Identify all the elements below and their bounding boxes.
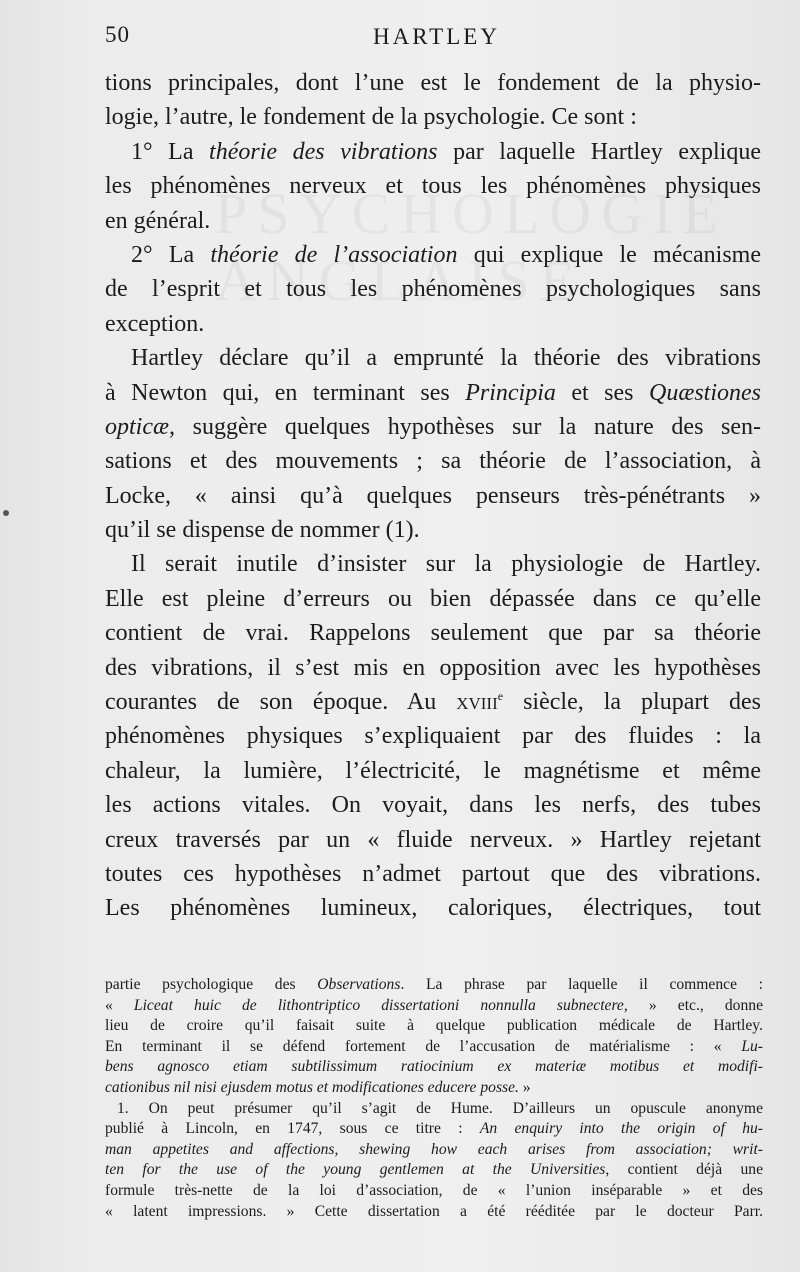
text-line: exception.: [105, 310, 205, 337]
text-line: à Newton qui, en terminant ses Principia et ses Quæstiones: [105, 379, 761, 406]
text-line: les phénomènes nerveux et tous les phénomènes physiques: [105, 173, 761, 200]
footnote-line: « Liceat huic de lithontriptico dissertationi nonnulla subnectere, » etc., donne: [105, 996, 763, 1014]
footnote-line: bens agnosco etiam subtilissimum ratiocinium ex materiæ motibus et modifi-: [105, 1058, 763, 1076]
text-line: tions principales, dont l’une est le fondement de la physio-: [105, 70, 761, 96]
footnote-line: ten for the use of the young gentlemen at the Universities, contient déjà une: [105, 1161, 764, 1179]
footnote-line: publié à Lincoln, en 1747, sous ce titre : An enquiry into the origin of hu-: [105, 1120, 763, 1138]
footnotes: [105, 975, 763, 1222]
footnote-line: En terminant il se défend fortement de l’accusation de matérialisme : « Lu-: [105, 1037, 763, 1055]
text-line: chaleur, la lumière, l’électricité, le magnétisme et même: [105, 757, 761, 784]
text-line: Hartley déclare qu’il a emprunté la théorie des vibrations: [131, 345, 761, 372]
footnote-line: 1. On peut présumer qu’il s’agit de Hume. D’ailleurs un opuscule anonyme: [117, 1099, 763, 1117]
text-line: 1° La théorie des vibrations par laquelle Hartley explique: [131, 138, 761, 165]
running-title: HARTLEY: [373, 24, 500, 49]
ink-speck: [3, 510, 9, 516]
text-line: Les phénomènes lumineux, caloriques, électriques, tout: [105, 895, 761, 922]
text-line: toutes ces hypothèses n’admet partout que des vibrations.: [105, 860, 761, 887]
text-line: les actions vitales. On voyait, dans les nerfs, des tubes: [105, 792, 761, 819]
footnote-line: lieu de croire qu’il faisait suite à quelque publication médicale de Hartley.: [105, 1017, 763, 1035]
text-line: sations et des mouvements ; sa théorie de l’association, à: [105, 448, 761, 475]
footnote-line: partie psychologique des Observations. La phrase par laquelle il commence :: [105, 976, 763, 993]
text-line: courantes de son époque. Au xviii$^e$ siècle, la plupart des: [105, 689, 761, 716]
text-line: creux traversés par un « fluide nerveux. » Hartley rejetant: [105, 826, 761, 853]
text-line: opticæ, suggère quelques hypothèses sur la nature des sen-: [105, 413, 761, 440]
text-line: contient de vrai. Rappelons seulement que par sa théorie: [105, 620, 761, 647]
footnote-line: formule très-nette de la loi d’association, de « l’union inséparable » et des: [105, 1181, 763, 1199]
text-line: de l’esprit et tous les phénomènes psychologiques sans: [105, 276, 761, 303]
text-line: phénomènes physiques s’expliquaient par des fluides : la: [105, 723, 761, 750]
main-text: [105, 66, 761, 926]
text-line: Locke, « ainsi qu’à quelques penseurs très-pénétrants »: [105, 482, 761, 509]
page-number: 50: [105, 22, 130, 47]
text-line: Il serait inutile d’insister sur la physiologie de Hartley.: [131, 551, 761, 578]
footnote-line: « latent impressions. » Cette dissertation a été rééditée par le docteur Parr.: [105, 1202, 763, 1220]
footnote-line: man appetites and affections, shewing how each arises from association; writ-: [105, 1140, 763, 1158]
text-line: qu’il se dispense de nommer (1).: [105, 517, 420, 544]
text-line: logie, l’autre, le fondement de la psychologie. Ce sont :: [105, 104, 637, 131]
running-header: [105, 22, 765, 56]
text-line: 2° La théorie de l’association qui explique le mécanisme: [131, 241, 761, 268]
text-line: Elle est pleine d’erreurs ou bien dépassée dans ce qu’elle: [105, 585, 761, 612]
text-line: en général.: [105, 207, 211, 234]
footnote-line: cationibus nil nisi ejusdem motus et modificationes educere posse. »: [105, 1078, 531, 1096]
text-line: des vibrations, il s’est mis en opposition avec les hypothèses: [105, 654, 761, 681]
